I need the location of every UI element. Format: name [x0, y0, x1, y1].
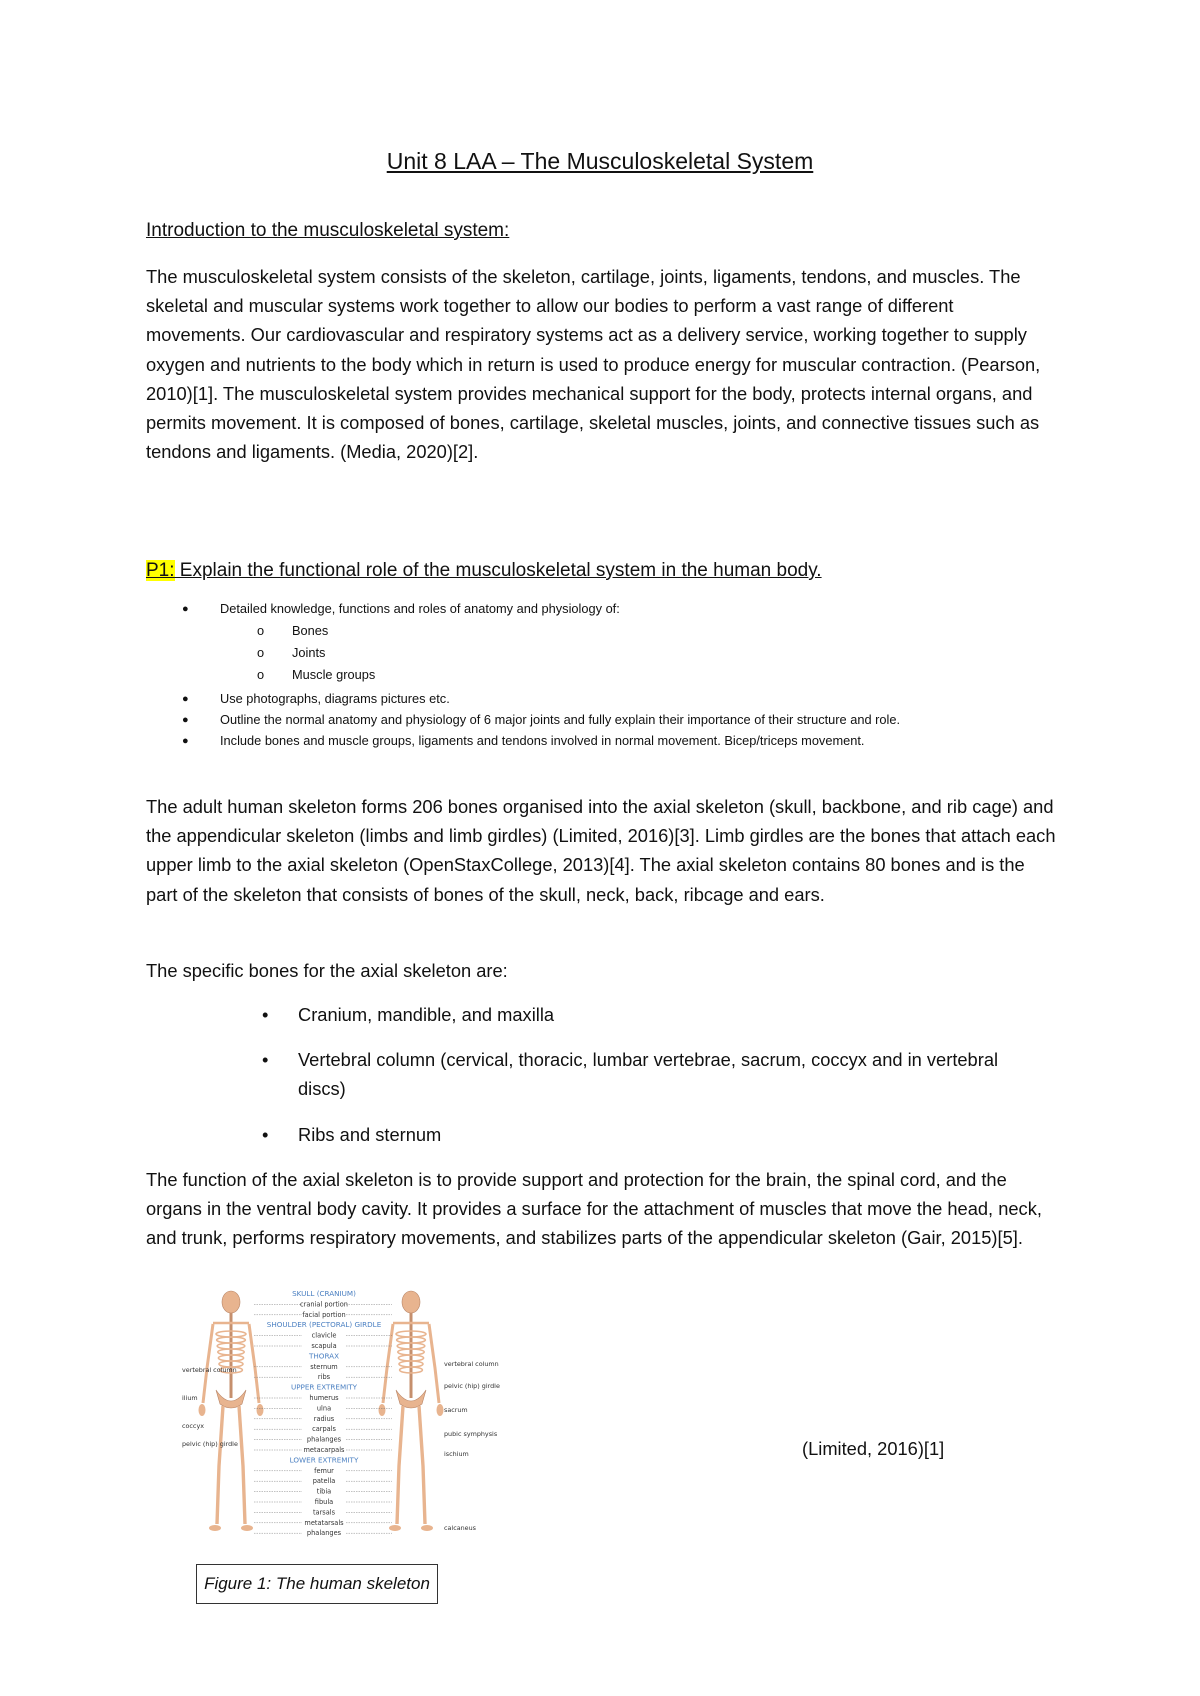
figure-bone-label: tarsals [312, 1508, 336, 1517]
figure-bone-label: phalanges [306, 1529, 342, 1538]
bullet-icon: • [262, 1124, 269, 1145]
figure-bone-label: metatarsals [304, 1518, 344, 1527]
front-skeleton-right-leg [239, 1406, 245, 1524]
figure-section-label: SHOULDER (PECTORAL) GIRDLE [266, 1320, 382, 1330]
back-skeleton-skull [402, 1291, 420, 1313]
back-skeleton-left-hand [379, 1404, 386, 1416]
circle-bullet-icon: o [257, 667, 265, 682]
figure-bone-label: scapula [311, 1342, 337, 1350]
front-skeleton-left-arm [203, 1324, 213, 1403]
circle-bullet-icon: o [257, 623, 265, 638]
figure-right-label: pelvic (hip) girdle [444, 1382, 500, 1390]
back-skeleton-right-leg [419, 1406, 425, 1524]
figure-bone-label: phalanges [306, 1435, 342, 1444]
figure-bone-label: humerus [309, 1394, 339, 1402]
figure-bone-label: radius [313, 1414, 335, 1423]
figure-right-label: sacrum [444, 1406, 468, 1414]
bullet-icon: • [262, 1004, 269, 1025]
figure-right-label: calcaneus [444, 1524, 476, 1532]
figure-bone-label: patella [312, 1477, 336, 1486]
skeleton-figure [182, 1288, 506, 1550]
front-skeleton-skull [222, 1291, 240, 1313]
figure-bone-label: ulna [316, 1404, 332, 1413]
front-skeleton-right-hand [257, 1404, 264, 1416]
front-skeleton-right-foot [241, 1525, 253, 1531]
figure-caption: Figure 1: The human skeleton [196, 1564, 438, 1604]
figure-citation: (Limited, 2016)[1] [802, 1438, 945, 1459]
figure-left-label: vertebral column [182, 1366, 237, 1374]
bullet-icon: • [262, 1049, 269, 1070]
p1-label: P1: [146, 560, 175, 581]
page-title: Unit 8 LAA – The Musculoskeletal System [386, 148, 814, 174]
figure-bone-label: cranial portion [300, 1300, 348, 1309]
figure-bone-label: tibia [316, 1487, 332, 1496]
front-skeleton-left-foot [209, 1525, 221, 1531]
skeleton-paragraph: The adult human skeleton forms 206 bones organised into the axial skeleton (skull, backbone, and rib cage) and the appendicular skeleton (limbs and limb girdles) (Limited, 2016)[3]. Limb girdles are the bones that attach each upper limb to the axial skeleton (OpenStaxCollege, 2013)[4]. The axial skeleton contains 80 bones and is the part of the skeleton that consists of bones of the skull, neck, back, ribcage and ears. [146, 796, 1056, 905]
figure-left-label: pelvic (hip) girdle [182, 1440, 238, 1448]
back-skeleton-right-arm [429, 1324, 439, 1403]
bullet-icon: ● [182, 693, 189, 705]
back-skeleton-right-foot [421, 1525, 433, 1531]
skeleton-diagram [182, 1288, 506, 1550]
p1-heading [146, 558, 822, 584]
function-paragraph: The function of the axial skeleton is to provide support and protection for the brain, the spinal cord, and the organs in the ventral body cavity. It provides a surface for the attachment of muscles that move the head, neck, and trunk, performs respiratory movements, and stabilizes parts of the appendicular skeleton (Gair, 2015)[5]. [146, 1169, 1042, 1249]
figure-bone-label: clavicle [311, 1331, 337, 1340]
figure-bone-label: sternum [310, 1362, 338, 1371]
p1-text: Explain the functional role of the musculoskeletal system in the human body. [174, 560, 822, 581]
front-skeleton-left-leg [217, 1406, 223, 1524]
back-skeleton-right-hand [437, 1404, 444, 1416]
circle-bullet-icon: o [257, 645, 265, 660]
figure-bone-label: femur [314, 1466, 334, 1475]
figure-bone-label: facial portion [302, 1310, 346, 1319]
figure-section-label: THORAX [309, 1351, 339, 1361]
specific-bones-intro: The specific bones for the axial skeleton are: [146, 960, 508, 981]
intro-heading: Introduction to the musculoskeletal system: [146, 220, 510, 241]
figure-bone-label: ribs [317, 1373, 331, 1382]
intro-paragraph: The musculoskeletal system consists of the skeleton, cartilage, joints, ligaments, tendons, and muscles. The skeletal and muscular systems work together to allow our bodies to perform a vast range of different movements. Our cardiovascular and respiratory systems act as a delivery service, working together to supply oxygen and nutrients to the body which in return is used to produce energy for muscular contraction. (Pearson, 2010)[1]. The musculoskeletal system provides mechanical support for the body, protects internal organs, and permits movement. It is composed of bones, cartilage, skeletal muscles, joints, and connective tissues such as tendons and ligaments. (Media, 2020)[2]. [146, 266, 1041, 463]
figure-bone-label: fibula [314, 1498, 334, 1506]
bullet-icon: ● [182, 714, 189, 726]
back-skeleton-left-arm [383, 1324, 393, 1403]
document-page: Unit 8 LAA – The Musculoskeletal System Introduction to the musculoskeletal system: The musculoskeletal system consists of the skeleton, cartilage, joints, ligaments, tendons, and muscles. The skeletal and muscular systems work together to allow our bodies to perform a vast range of different movements. Our cardiovascular and respiratory systems act as a delivery service, working together to supply oxygen and nutrients to the body which in return is used to produce energy for muscular contraction. (Pearson, 2010)[1]. The musculoskeletal system provides mechanical support for the body, protects internal organs, and permits movement. It is composed of bones, cartilage, skeletal muscles, joints, and connective tissues such as tendons and ligaments. (Media, 2020)[2]. P1: Explain the functional role of the musculoskeletal system in the human body. ● Detailed knowledge, functions and roles of anatomy and physiology of: o Bones o Joints o Muscle groups ● Use photographs, diagrams pictures etc. ● Outline the normal anatomy and physiology of 6 major joints and fully explain their importance of their structure and role. ● Include bones and muscle groups, ligaments and tendons involved in normal movement. Bicep/triceps movement. The adult human skeleton forms 206 bones organised into the axial skeleton (skull, backbone, and rib cage) and the appendicular skeleton (limbs and limb girdles) (Limited, 2016)[3]. Limb girdles are the bones that attach each upper limb to the axial skeleton (OpenStaxCollege, 2013)[4]. The axial skeleton contains 80 bones and is the part of the skeleton that consists of bones of the skull, neck, back, ribcage and ears. The specific bones for the axial skeleton are: • Cranium, mandible, and maxilla • Vertebral column (cervical, thoracic, lumbar vertebrae, sacrum, coccyx and in vertebral discs) • Ribs and sternum The function of the axial skeleton is to provide support and protection for the brain, the spinal cord, and the organs in the ventral body cavity. It provides a surface for the attachment of muscles that move the head, neck, and trunk, performs respiratory movements, and stabilizes parts of the appendicular skeleton (Gair, 2015)[5]. SKULL (CRANIUM) cranial portion facial portion SHOULDER (PECTORAL) GIRDLE clavicle scapula THORAX sternum ribs UPPER EXTREMITY humerus ulna radius carpals phalanges metacarpals LOWER EXTREMITY femur patella tibia fibula tarsals metatarsals phalanges vertebral column ilium coccyx pelvic (hip) girdle vertebral column pelvic (hip) girdle sacrum pubic symphysis ischium calcaneus (Limited, 2016)[1] Figure 1: The human skeleton [0, 0, 1200, 1696]
figure-left-label: ilium [182, 1394, 198, 1402]
front-skeleton-left-hand [199, 1404, 206, 1416]
figure-bone-label: metacarpals [303, 1446, 345, 1454]
figure-right-label: pubic symphysis [444, 1430, 498, 1438]
figure-right-label: ischium [444, 1450, 469, 1458]
back-skeleton-left-foot [389, 1525, 401, 1531]
front-skeleton-right-arm [249, 1324, 259, 1403]
figure-bone-label: carpals [312, 1425, 336, 1434]
figure-section-label: UPPER EXTREMITY [290, 1382, 358, 1392]
figure-right-label: vertebral column [444, 1360, 499, 1368]
figure-left-label: coccyx [182, 1422, 205, 1430]
bullet-icon: ● [182, 735, 189, 747]
back-skeleton-left-leg [397, 1406, 403, 1524]
figure-section-label: LOWER EXTREMITY [289, 1455, 359, 1465]
figure-section-label: SKULL (CRANIUM) [292, 1289, 356, 1298]
bullet-icon: ● [182, 603, 189, 615]
